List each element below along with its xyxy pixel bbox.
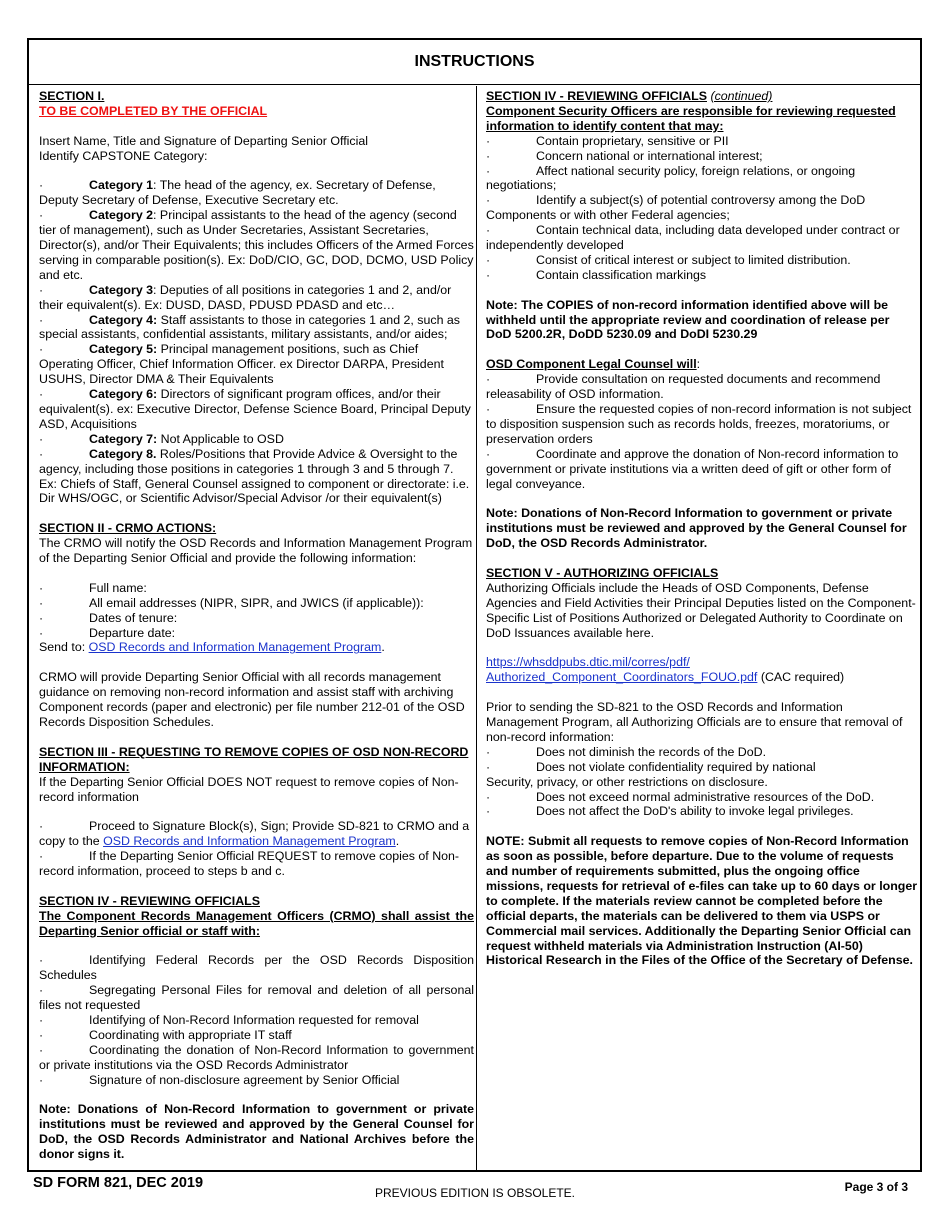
- category-item: · Category 7: Not Applicable to OSD: [39, 431, 284, 446]
- section-4-continued-subheading: Component Security Officers are responsible for reviewing requested information to identify content that may:: [486, 103, 896, 133]
- section-1-subheading: TO BE COMPLETED BY THE OFFICIAL: [39, 103, 268, 118]
- section-4-continued-note: Note: The COPIES of non-record information identified above will be withheld until the appropriate review and coordination of release per DoD 5200.2R, DoDD 5230.09 and DoDI 5230.29: [486, 297, 890, 342]
- list-item: · Coordinating the donation of Non-Record Information to government or private institutions via the OSD Records Administrator: [39, 1042, 474, 1072]
- form-number: SD FORM 821, DEC 2019: [33, 1175, 204, 1191]
- list-item: · Concern national or international interest;: [486, 148, 763, 163]
- section-4-continued-heading: SECTION IV - REVIEWING OFFICIALS (continued): [486, 89, 773, 103]
- list-item: · Signature of non-disclosure agreement by Senior Official: [39, 1072, 400, 1087]
- section-1-intro-2: Identify CAPSTONE Category:: [39, 148, 208, 163]
- section-4-note: Note: Donations of Non-Record Information to government or private institutions must be reviewed and approved by the General Counsel for DoD, the OSD Records Administrator and National Archives before the donor signs it.: [39, 1102, 474, 1162]
- list-item: · Contain technical data, including data developed under contract or independently developed: [486, 223, 900, 253]
- section-1-heading: SECTION I.: [39, 89, 105, 103]
- list-item: · Does not violate confidentiality required by national: [486, 759, 816, 774]
- section-5-note: NOTE: Submit all requests to remove copies of Non-Record Information as soon as possible, before departure. Due to the volume of requests and number of requirements submitted, plus the ongoing office missions, requests for retrieval of e-files can take up to 60 days or longer to complete. If the materials review cannot be completed before the official departs, the materials can be delivered to them via USPS or Commercial mail services. Additionally the Departing Senior Official can request withheld materials via Administration Instruction (AI-50) Historical Research in the Files of the Office of the Secretary of Defense.: [486, 834, 918, 968]
- list-item: · Identify a subject(s) of potential controversy among the DoD Components or with other Federal agencies;: [486, 193, 866, 223]
- list-item: · Contain classification markings: [486, 267, 707, 282]
- coordinators-pdf-link[interactable]: Authorized_Component_Coordinators_FOUO.pdf: [486, 670, 758, 685]
- list-item: · Contain proprietary, sensitive or PII: [486, 133, 729, 148]
- list-item: · All email addresses (NIPR, SIPR, and JWICS (if applicable)):: [39, 595, 424, 610]
- left-column: [29, 86, 477, 1170]
- send-to: Send to: OSD Records and Information Management Program.: [39, 640, 385, 655]
- list-item: · If the Departing Senior Official REQUEST to remove copies of Non-record information, proceed to steps b and c.: [39, 849, 460, 879]
- list-item: · Coordinating with appropriate IT staff: [39, 1027, 292, 1042]
- right-column: [477, 86, 920, 1170]
- category-item: · Category 6: Directors of significant program offices, and/or their equivalent(s). ex: Executive Director, Defense Science Board, Principal Deputy ASD, Acquisitions: [39, 387, 471, 431]
- legal-counsel-note: Note: Donations of Non-Record Information to government or private institutions must be reviewed and approved by the General Counsel for DoD, the OSD Records Administrator.: [486, 506, 907, 551]
- list-item: · Provide consultation on requested documents and recommend releasability of OSD information.: [486, 372, 881, 402]
- category-list: [39, 178, 474, 506]
- legal-counsel-heading: OSD Component Legal Counsel will:: [486, 357, 701, 372]
- section-2-paragraph: CRMO will provide Departing Senior Official with all records management guidance on removing non-record information and assist staff with archiving Component records (paper and electronic) per file number 212-01 of the OSD Records Disposition Schedules.: [39, 670, 465, 729]
- list-item: · Does not exceed normal administrative resources of the DoD.: [486, 789, 875, 804]
- coordinators-link-line-1: [486, 655, 918, 670]
- section-5-heading: SECTION V - AUTHORIZING OFFICIALS: [486, 565, 719, 580]
- section-3-intro: If the Departing Senior Official DOES NOT request to remove copies of Non-record information: [39, 774, 459, 804]
- category-item: · Category 2: Principal assistants to the head of the agency (second tier of management), such as Under Secretaries, Assistant Secretaries, Director(s), and/or Their Equivalents; this includes Officers of the Armed Forces serving in comparable position(s). Ex: DoD/CIO, GC, DOD, DCMO, USD Policy and etc.: [39, 208, 474, 282]
- category-item: · Category 3: Deputies of all positions in categories 1 and 2, and/or their equivalent(s). Ex: DUSD, DASD, PDUSD PDASD and etc…: [39, 282, 452, 312]
- section-2-intro: The CRMO will notify the OSD Records and Information Management Program of the Departing Senior Official and provide the following information:: [39, 536, 473, 566]
- list-item: · Does not diminish the records of the DoD.: [486, 744, 767, 759]
- list-item: · Segregating Personal Files for removal and deletion of all personal files not requested: [39, 983, 474, 1013]
- coordinators-link-line-2: Authorized_Component_Coordinators_FOUO.pdf (CAC required): [486, 670, 845, 685]
- list-item: · Identifying of Non-Record Information requested for removal: [39, 1013, 419, 1028]
- category-item: · Category 1: The head of the agency, ex. Secretary of Defense, Deputy Secretary of Defense, Executive Secretary etc.: [39, 178, 436, 208]
- list-item: · Coordinate and approve the donation of Non-record information to government or private institutions via a written deed of gift or other form of legal conveyance.: [486, 446, 899, 491]
- list-item: · Full name:: [39, 580, 147, 595]
- section-5-prior: Prior to sending the SD-821 to the OSD Records and Information Management Program, all Authorizing Officials are to ensure that removal of non-record information:: [486, 700, 903, 744]
- category-item: · Category 5: Principal management positions, such as Chief Operating Officer, Chief Information Officer. ex Director DARPA, President USUHS, Director DMA & Their Equivalents: [39, 342, 444, 387]
- section-4-heading: SECTION IV - REVIEWING OFFICIALS: [39, 893, 260, 908]
- page-number: Page 3 of 3: [844, 1180, 908, 1194]
- section-3-heading: SECTION III - REQUESTING TO REMOVE COPIES OF OSD NON-RECORD INFORMATION:: [39, 744, 469, 774]
- section-4-subheading: The Component Records Management Officers (CRMO) shall assist the Departing Senior official or staff with:: [39, 908, 474, 938]
- form-frame: [27, 38, 922, 1172]
- list-item: · Proceed to Signature Block(s), Sign; Provide SD-821 to CRMO and a copy to the OSD Records and Information Management Program.: [39, 819, 470, 849]
- list-item-continuation: Security, privacy, or other restrictions on disclosure.: [486, 774, 768, 789]
- list-item: · Dates of tenure:: [39, 610, 178, 625]
- records-program-link[interactable]: OSD Records and Information Management Program: [103, 834, 396, 849]
- list-item: · Does not affect the DoD's ability to invoke legal privileges.: [486, 804, 854, 819]
- list-item: · Consist of critical interest or subject to limited distribution.: [486, 252, 851, 267]
- section-1-intro-1: Insert Name, Title and Signature of Departing Senior Official: [39, 133, 368, 148]
- list-item: · Affect national security policy, foreign relations, or ongoing negotiations;: [486, 163, 856, 193]
- records-program-link[interactable]: OSD Records and Information Management Program: [88, 640, 382, 655]
- category-item: · Category 8. Roles/Positions that Provide Advice & Oversight to the agency, including those positions in categories 1 through 3 and 5 through 7. Ex: Chiefs of Staff, General Counsel assigned to component or directorate: i.e. Dir WHS/OGC, or Scientific Advisor/Special Advisor /or their equivalent(s): [39, 446, 470, 506]
- category-item: · Category 4: Staff assistants to those in categories 1 and 2, such as special assistants, confidential assistants, military assistants, and/or aides;: [39, 312, 461, 342]
- coordinators-link[interactable]: https://whsddpubs.dtic.mil/corres/pdf/: [486, 655, 690, 670]
- section-5-intro: Authorizing Officials include the Heads of OSD Components, Defense Agencies and Field Activities their Principal Deputies listed on the Component-Specific List of Positions Authorized or Delegated Authority to Coordinate on DoD Issuances available here.: [486, 580, 916, 640]
- list-item: · Departure date:: [39, 625, 176, 640]
- list-item: · Identifying Federal Records per the OSD Records Disposition Schedules: [39, 953, 474, 983]
- list-item: · Ensure the requested copies of non-record information is not subject to disposition suspension such as records holds, freezes, moratoriums, or preservation orders: [486, 402, 912, 446]
- instructions-title: INSTRUCTIONS: [29, 40, 920, 85]
- section-2-heading: SECTION II - CRMO ACTIONS:: [39, 521, 217, 536]
- obsolete-notice: PREVIOUS EDITION IS OBSOLETE.: [374, 1186, 576, 1200]
